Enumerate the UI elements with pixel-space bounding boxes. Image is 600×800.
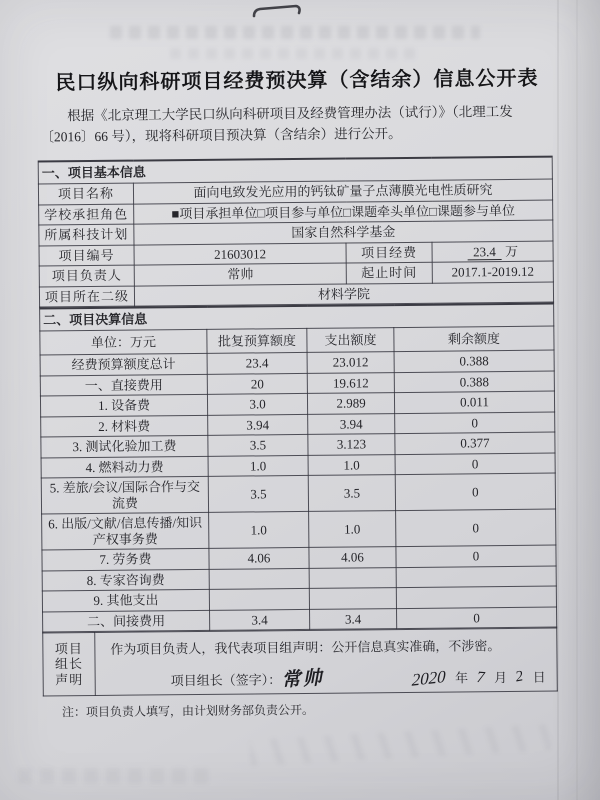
leader-label: 项目负责人 bbox=[39, 265, 134, 286]
handwritten-month: 7 bbox=[476, 668, 486, 686]
row-spent: 3.94 bbox=[308, 413, 395, 434]
section-2-header: 二、项目决算信息 bbox=[40, 304, 554, 331]
year-suffix: 年 bbox=[455, 669, 469, 686]
program-label: 所属科技计划 bbox=[39, 224, 134, 245]
funds-unit: 万 bbox=[505, 243, 519, 259]
row-approved: 1.0 bbox=[209, 511, 309, 548]
intro-paragraph bbox=[40, 101, 552, 148]
footnote: 注：项目负责人填写，由计划财务部负责公开。 bbox=[61, 702, 315, 720]
role-checkboxes: ■项目承担单位□项目参与单位□课题牵头单位□课题参与单位 bbox=[134, 200, 553, 225]
signature-row bbox=[99, 666, 554, 693]
declaration-label-line3: 声明 bbox=[55, 671, 84, 688]
row-approved: 4.06 bbox=[209, 547, 309, 568]
row-approved bbox=[209, 588, 309, 609]
project-name-value: 面向电致发光应用的钙钛矿量子点薄膜光电性质研究 bbox=[133, 179, 552, 204]
form-title: 民口纵向科研项目经费预决算（含结余）信息公开表 bbox=[55, 67, 539, 95]
row-spent: 1.0 bbox=[309, 511, 396, 548]
declaration-label bbox=[43, 632, 96, 695]
section-1-header: 一、项目基本信息 bbox=[38, 157, 552, 184]
declaration-label-line1: 项目 bbox=[54, 640, 83, 657]
project-number-label: 项目编号 bbox=[39, 245, 134, 266]
row-remaining: 0 bbox=[396, 545, 556, 567]
row-spent: 19.612 bbox=[307, 372, 394, 393]
row-spent: 2.989 bbox=[307, 393, 394, 414]
declaration-statement: 作为项目负责人，我代表项目组声明：公开信息真实准确，不涉密。 bbox=[110, 638, 501, 657]
row-remaining: 0.388 bbox=[394, 371, 554, 393]
budget-table bbox=[39, 303, 557, 633]
table-row bbox=[41, 473, 555, 514]
role-label: 学校承担角色 bbox=[39, 204, 134, 225]
row-remaining bbox=[396, 586, 556, 608]
row-label: 3. 测试化验加工费 bbox=[41, 435, 208, 457]
intro-line-2: 〔2016〕66 号），现将科研项目预决算（含结余）进行公开。 bbox=[40, 126, 402, 145]
row-spent bbox=[309, 567, 396, 588]
row-label: 8. 专家咨询费 bbox=[42, 569, 209, 591]
row-label: 5. 差旅/会议/国际合作与交流费 bbox=[41, 476, 208, 514]
row-label: 一、直接费用 bbox=[40, 374, 207, 396]
row-approved: 3.5 bbox=[208, 434, 308, 455]
col-header-remaining: 剩余额度 bbox=[394, 326, 554, 352]
basic-info-table bbox=[38, 156, 554, 308]
row-approved: 3.94 bbox=[208, 414, 308, 435]
row-approved: 20 bbox=[207, 373, 307, 394]
row-approved bbox=[209, 568, 309, 589]
handwritten-signature: 常帅 bbox=[280, 667, 324, 691]
row-label: 9. 其他支出 bbox=[42, 589, 209, 611]
funds-amount: 23.4 bbox=[467, 244, 502, 260]
period-label: 起止时间 bbox=[346, 262, 432, 283]
col-header-approved: 批复预算额度 bbox=[207, 328, 307, 353]
row-spent: 4.06 bbox=[309, 547, 396, 568]
col-header-spent: 支出额度 bbox=[307, 328, 394, 353]
row-approved: 1.0 bbox=[208, 455, 308, 476]
row-spent: 3.4 bbox=[310, 608, 397, 629]
row-spent: 3.123 bbox=[308, 434, 395, 455]
row-spent bbox=[309, 588, 396, 609]
leader-value: 常帅 bbox=[134, 263, 346, 286]
school-label: 项目所在二级 bbox=[39, 286, 134, 307]
intro-line-1: 根据《北京理工大学民口纵向科研项目及经费管理办法（试行）》（北理工发 bbox=[67, 103, 513, 124]
page-edge-shadow bbox=[554, 0, 600, 800]
row-label: 7. 劳务费 bbox=[42, 548, 209, 570]
row-remaining: 0 bbox=[396, 509, 556, 547]
row-approved: 3.4 bbox=[210, 609, 310, 630]
handwritten-year: 2020 bbox=[412, 666, 447, 690]
row-label: 1. 设备费 bbox=[40, 394, 207, 416]
school-value: 材料学院 bbox=[134, 282, 553, 307]
row-remaining: 0 bbox=[395, 473, 555, 511]
row-label: 2. 材料费 bbox=[41, 415, 208, 437]
row-label: 经费预算额度总计 bbox=[40, 353, 207, 375]
row-approved: 23.4 bbox=[207, 352, 307, 373]
month-suffix: 月 bbox=[494, 669, 508, 685]
day-suffix: 日 bbox=[532, 669, 546, 685]
table-row bbox=[42, 509, 556, 550]
declaration-table bbox=[42, 628, 558, 697]
row-remaining: 0 bbox=[395, 453, 555, 475]
row-spent: 1.0 bbox=[308, 454, 395, 475]
funds-label: 项目经费 bbox=[346, 242, 432, 263]
row-approved: 3.5 bbox=[208, 475, 308, 512]
funds-value bbox=[432, 241, 553, 263]
declaration-content bbox=[95, 628, 558, 695]
row-label: 二、间接费用 bbox=[43, 610, 210, 632]
row-approved: 3.0 bbox=[207, 393, 307, 414]
row-label: 4. 燃料动力费 bbox=[41, 456, 208, 478]
row-remaining bbox=[396, 566, 556, 588]
declaration-label-line2: 组长 bbox=[54, 656, 84, 672]
row-remaining: 0 bbox=[395, 412, 555, 434]
program-value: 国家自然科学基金 bbox=[134, 220, 553, 245]
row-remaining: 0.388 bbox=[394, 350, 554, 372]
row-spent: 3.5 bbox=[308, 475, 395, 512]
period-value: 2017.1-2019.12 bbox=[432, 261, 553, 283]
row-label: 6. 出版/文献/信息传播/知识产权事务费 bbox=[42, 512, 209, 550]
row-remaining: 0.377 bbox=[395, 432, 555, 454]
signature-label: 项目组长（签字）： bbox=[170, 671, 282, 688]
row-remaining: 0 bbox=[397, 607, 557, 629]
col-header-unit: 单位：万元 bbox=[40, 329, 207, 355]
row-remaining: 0.011 bbox=[394, 391, 554, 413]
project-name-label: 项目名称 bbox=[38, 183, 133, 204]
project-number-value: 21603012 bbox=[134, 243, 346, 266]
date-group bbox=[412, 666, 554, 690]
row-spent: 23.012 bbox=[307, 352, 394, 373]
handwritten-day: 2 bbox=[514, 667, 525, 685]
